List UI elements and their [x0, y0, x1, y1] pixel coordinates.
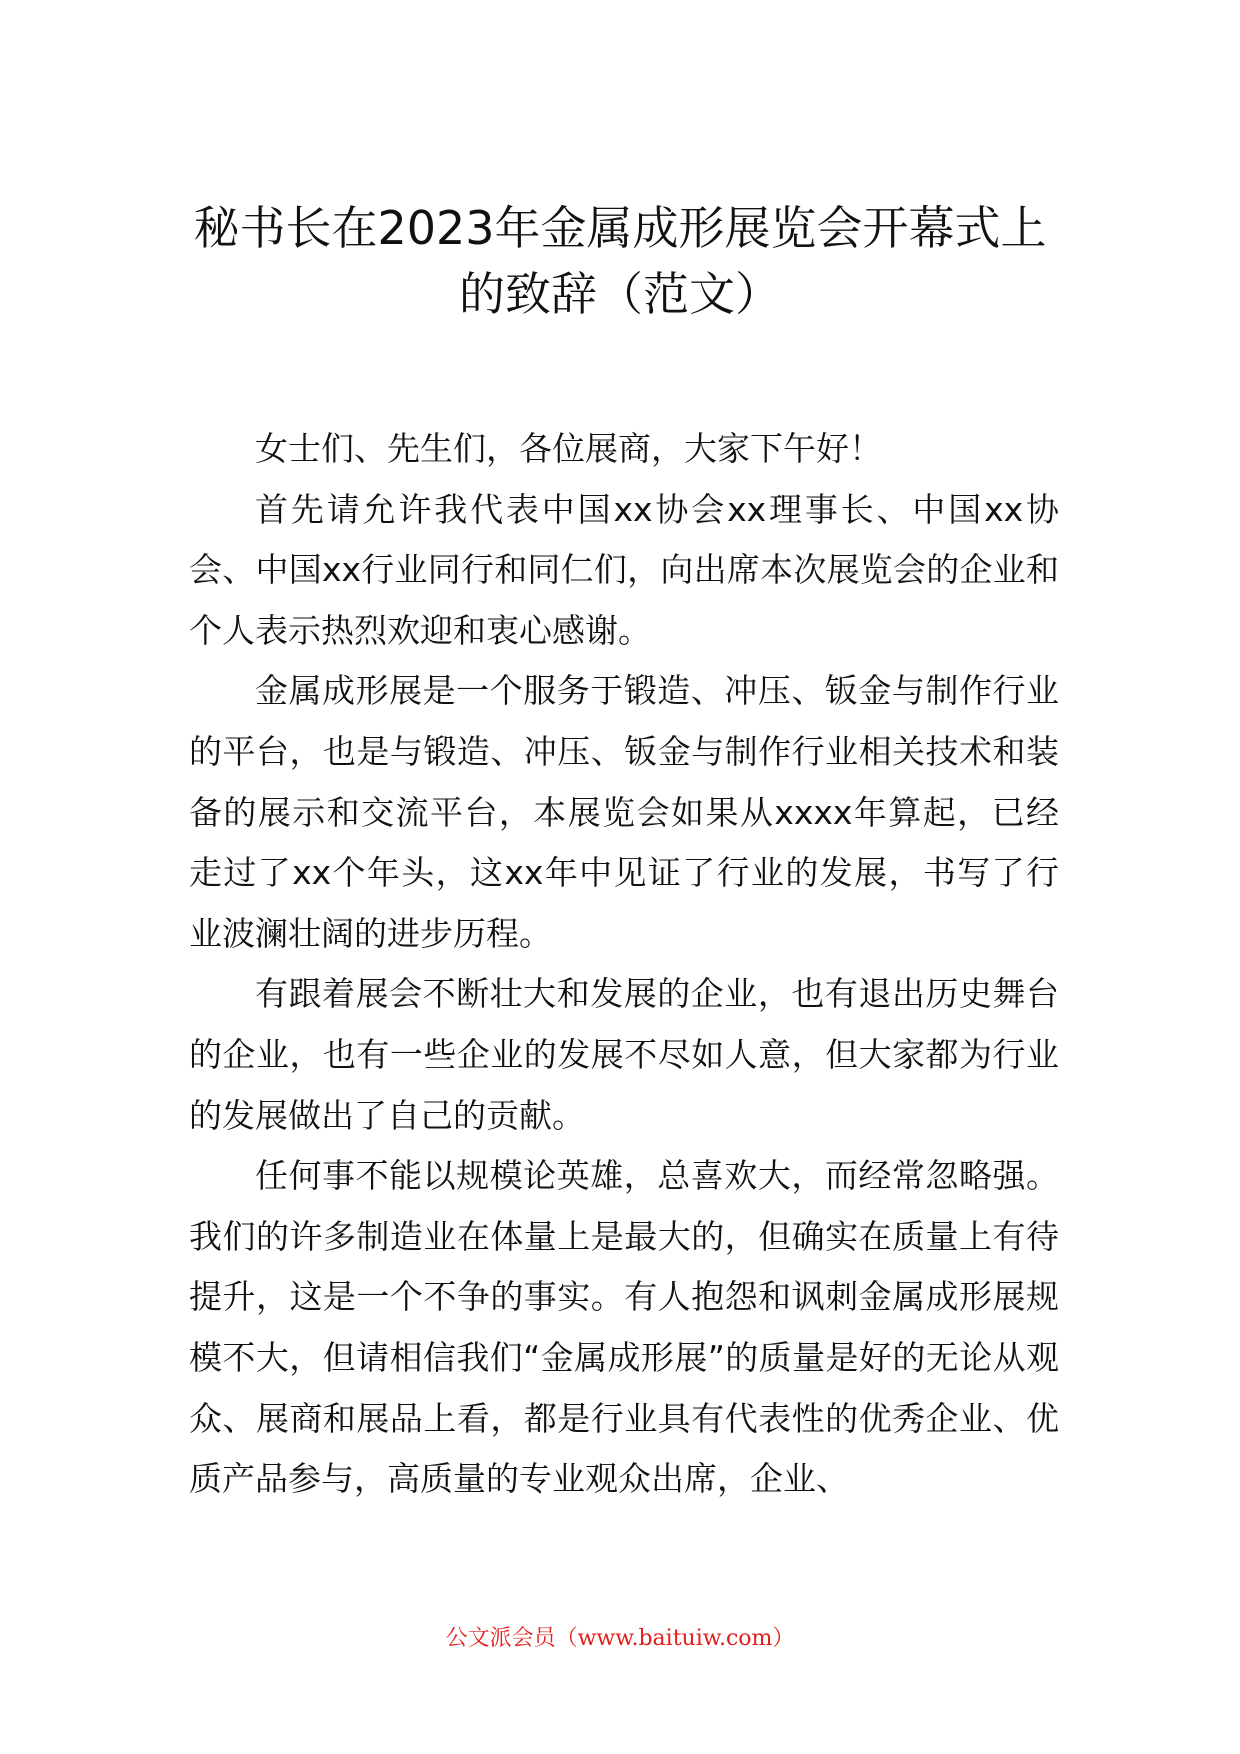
footer-watermark-text: 公文派会员（www.baituiw.com）	[445, 1626, 795, 1651]
paragraph-quality: 任何事不能以规模论英雄，总喜欢大，而经常忽略强。我们的许多制造业在体量上是最大的，但确实在质量上有待提升，这是一个不争的事实。有人抱怨和讽刺金属成形展规模不大，但请相信我们“金属成形展”的质量是好的无论从观众、展商和展品上看，都是行业具有代表性的优秀企业、优质产品参与，高质量的专业观众出席，企业、	[189, 1156, 1059, 1499]
document-title	[180, 195, 1060, 327]
paragraph-greeting: 女士们、先生们，各位展商，大家下午好！	[255, 429, 882, 468]
paragraph-exhibition-intro: 金属成形展是一个服务于锻造、冲压、钣金与制作行业的平台，也是与锻造、冲压、钣金与制作行业相关技术和装备的展示和交流平台，本展览会如果从xxxx年算起，已经走过了xx个年头，这xx年中见证了行业的发展，书写了行业波澜壮阔的进步历程。	[189, 671, 1059, 953]
document-body	[189, 419, 1059, 1510]
title-line-2: 的致辞（范文）	[459, 267, 781, 321]
paragraph-enterprises: 有跟着展会不断壮大和发展的企业，也有退出历史舞台的企业，也有一些企业的发展不尽如人意，但大家都为行业的发展做出了自己的贡献。	[189, 974, 1059, 1135]
paragraph-welcome: 首先请允许我代表中国xx协会xx理事长、中国xx协会、中国xx行业同行和同仁们，向出席本次展览会的企业和个人表示热烈欢迎和衷心感谢。	[189, 489, 1059, 650]
title-line-1: 秘书长在2023年金属成形展览会开幕式上	[193, 201, 1047, 255]
